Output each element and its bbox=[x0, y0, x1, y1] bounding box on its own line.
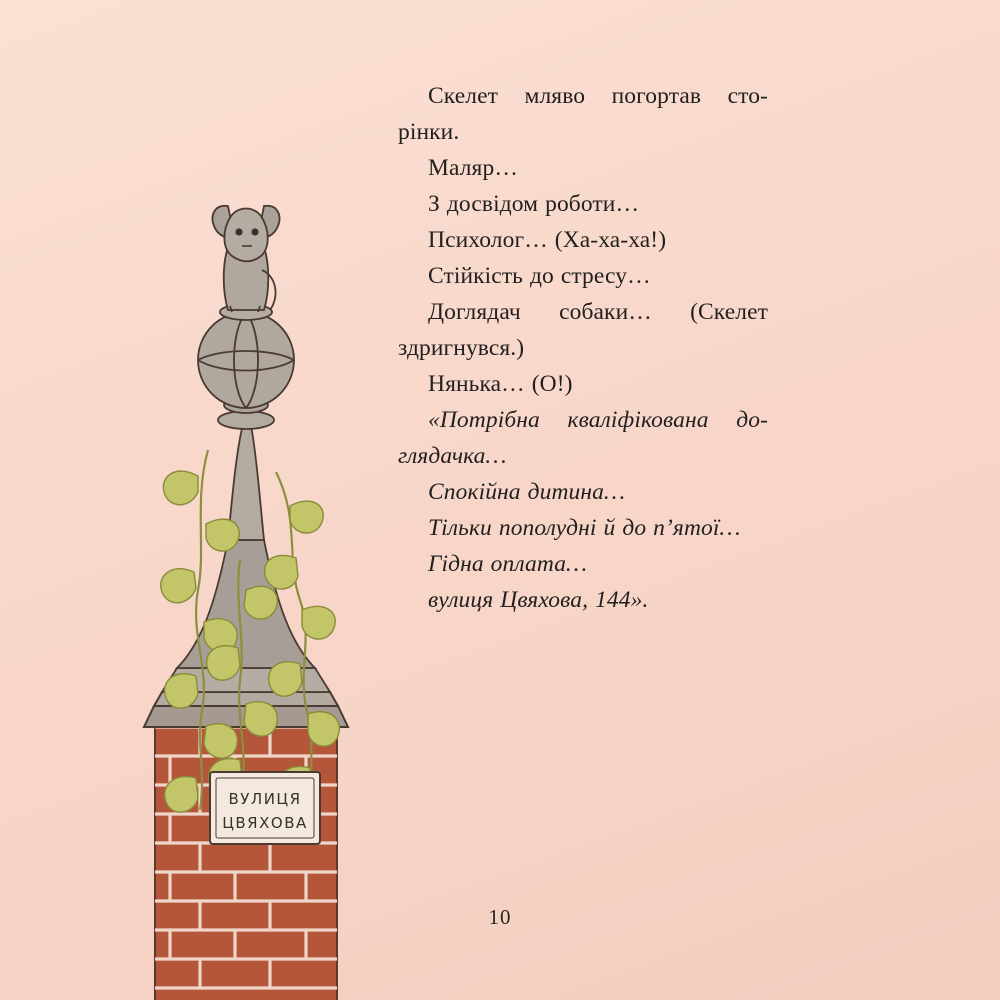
paragraph-italic: Спокійна дитина… bbox=[428, 479, 625, 505]
paragraph: Стійкість до стресу… bbox=[428, 263, 651, 289]
street-sign bbox=[210, 772, 320, 844]
paragraph: Доглядач собаки… (Скелет здригнувся.) bbox=[398, 299, 768, 361]
paragraph-italic: Гідна оплата… bbox=[428, 551, 588, 577]
body-text bbox=[398, 78, 768, 618]
dog-statue bbox=[213, 206, 280, 312]
paragraph: Психолог… (Ха-ха-ха!) bbox=[428, 227, 667, 253]
street-sign-line2: ЦВЯХОВА bbox=[222, 814, 308, 832]
paragraph-italic: Тільки пополудні й до п’ятої… bbox=[428, 515, 741, 541]
paragraph: Маляр… bbox=[428, 155, 518, 181]
street-sign-line1: ВУЛИЦЯ bbox=[228, 790, 302, 808]
page-number: 10 bbox=[488, 905, 512, 929]
paragraph: Нянька… (О!) bbox=[428, 371, 573, 397]
paragraph: Скелет мляво погортав сто-рінки. bbox=[398, 83, 768, 145]
paragraph: З досвідом роботи… bbox=[428, 191, 640, 217]
illustration-gatepost bbox=[110, 120, 430, 1000]
paragraph-italic: вулиця Цвяхова, 144». bbox=[428, 587, 649, 613]
paragraph-italic: «Потрібна кваліфікована до-глядачка… bbox=[398, 407, 768, 469]
